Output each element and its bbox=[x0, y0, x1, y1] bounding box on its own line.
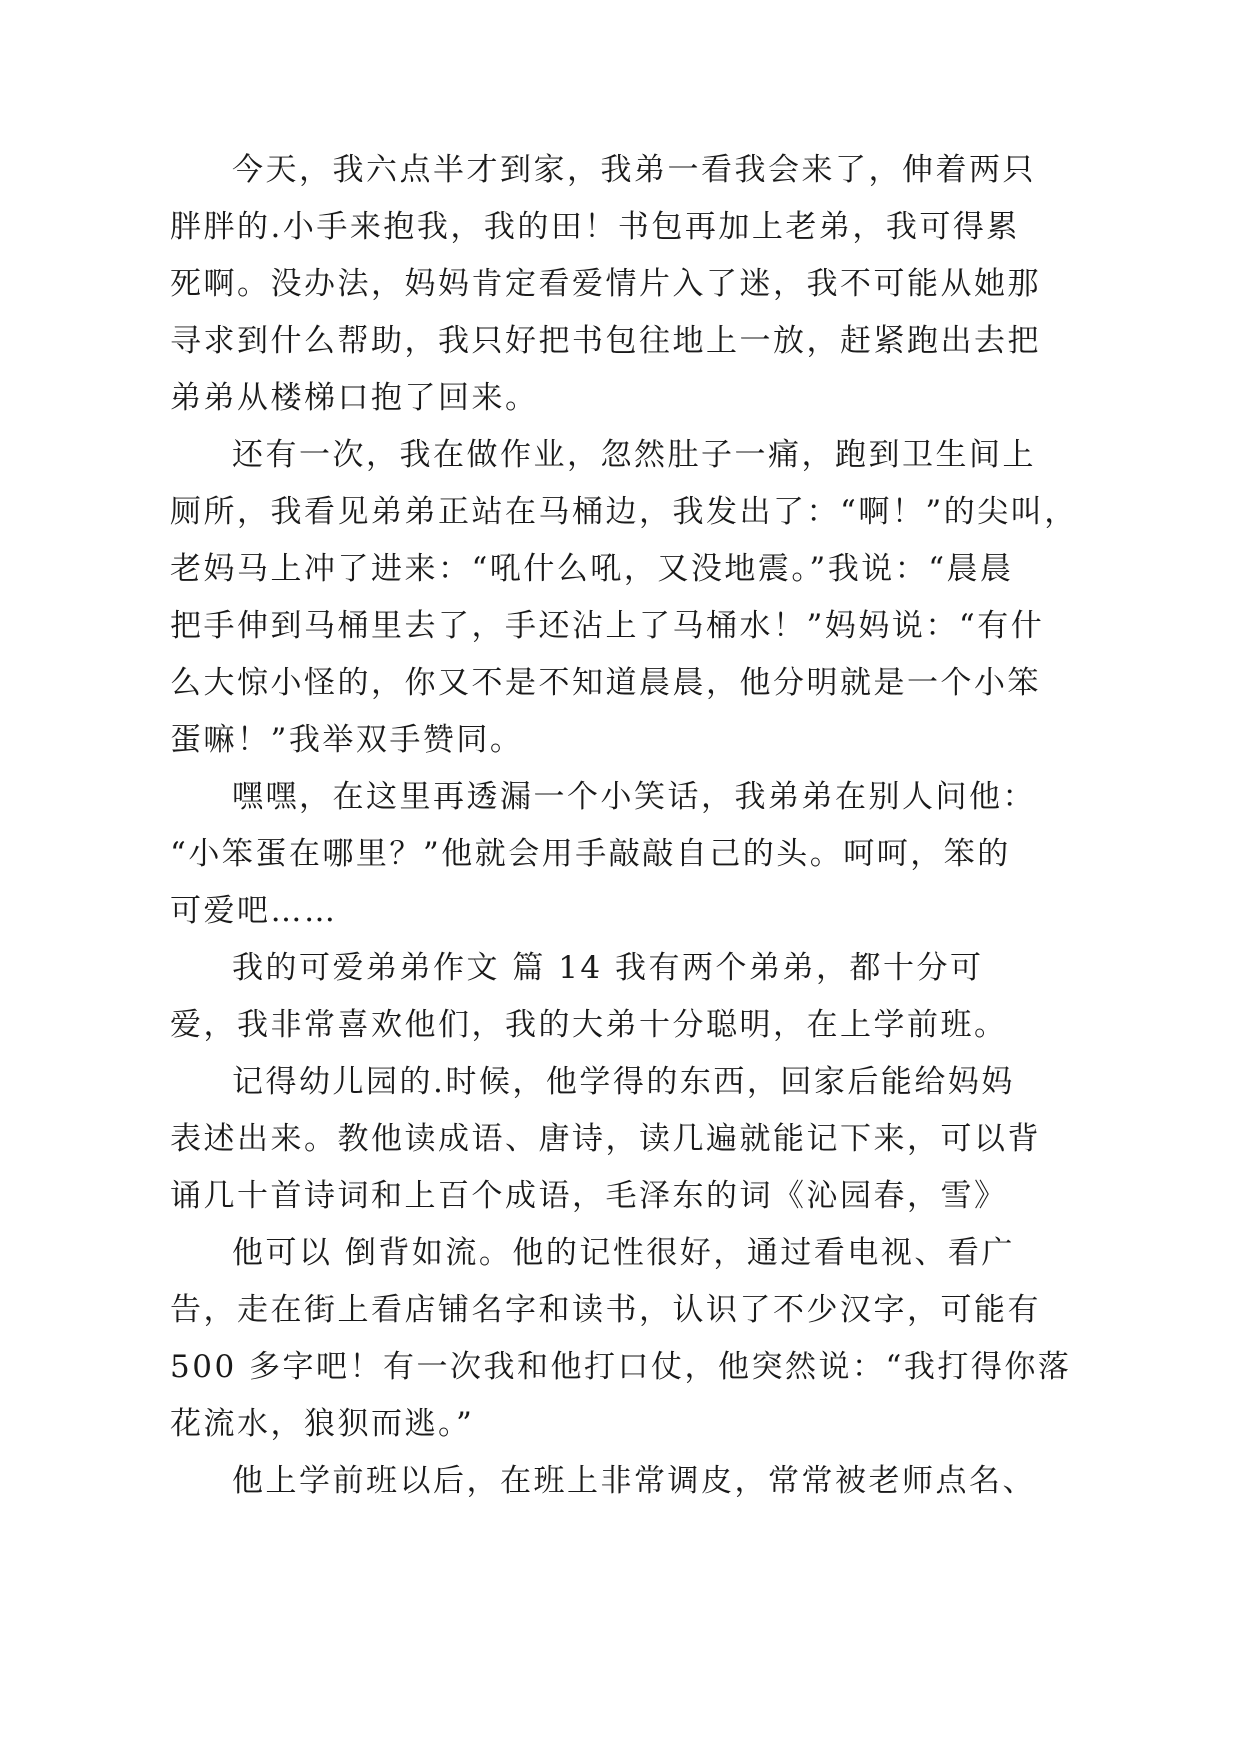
text-line: 今天，我六点半才到家，我弟一看我会来了，伸着两只 bbox=[232, 152, 1036, 188]
text-line: 他上学前班以后，在班上非常调皮，常常被老师点名、 bbox=[232, 1463, 1036, 1499]
text-line: 表述出来。教他读成语、唐诗，读几遍就能记下来，可以背 bbox=[170, 1121, 1041, 1157]
text-line: 告，走在街上看店铺名字和读书，认识了不少汉字，可能有 bbox=[170, 1292, 1041, 1328]
text-line: 胖胖的.小手来抱我，我的田！书包再加上老弟，我可得累 bbox=[170, 209, 1020, 245]
text-line: 老妈马上冲了进来：“吼什么吼，又没地震。”我说：“晨晨 bbox=[170, 551, 1014, 587]
text-line: 厕所，我看见弟弟正站在马桶边，我发出了：“啊！”的尖叫， bbox=[170, 494, 1078, 530]
text-line: 把手伸到马桶里去了，手还沾上了马桶水！”妈妈说：“有什 bbox=[170, 608, 1045, 644]
text-line: 我的可爱弟弟作文 篇 14 我有两个弟弟，都十分可 bbox=[232, 950, 984, 986]
text-line: 诵几十首诗词和上百个成语，毛泽东的词《沁园春，雪》 bbox=[170, 1178, 1008, 1214]
text-line: 么大惊小怪的，你又不是不知道晨晨，他分明就是一个小笨 bbox=[170, 665, 1041, 701]
text-line: 爱，我非常喜欢他们，我的大弟十分聪明，在上学前班。 bbox=[170, 1007, 1008, 1043]
text-line: 还有一次，我在做作业，忽然肚子一痛，跑到卫生间上 bbox=[232, 437, 1036, 473]
text-line: 死啊。没办法，妈妈肯定看爱情片入了迷，我不可能从她那 bbox=[170, 266, 1041, 302]
text-line: 500 多字吧！有一次我和他打口仗，他突然说：“我打得你落 bbox=[170, 1349, 1072, 1385]
text-line: 他可以 倒背如流。他的记性很好，通过看电视、看广 bbox=[232, 1235, 1015, 1271]
text-line: 记得幼儿园的.时候，他学得的东西，回家后能给妈妈 bbox=[232, 1064, 1015, 1100]
text-line: “小笨蛋在哪里？”他就会用手敲敲自己的头。呵呵，笨的 bbox=[170, 836, 1011, 872]
text-line: 蛋嘛！”我举双手赞同。 bbox=[170, 722, 524, 758]
text-line: 花流水，狼狈而逃。” bbox=[170, 1406, 475, 1442]
text-line: 弟弟从楼梯口抱了回来。 bbox=[170, 380, 539, 416]
text-line: 嘿嘿，在这里再透漏一个小笑话，我弟弟在别人问他： bbox=[232, 779, 1036, 815]
text-line: 可爱吧…… bbox=[170, 893, 338, 929]
text-line: 寻求到什么帮助，我只好把书包往地上一放，赶紧跑出去把 bbox=[170, 323, 1041, 359]
